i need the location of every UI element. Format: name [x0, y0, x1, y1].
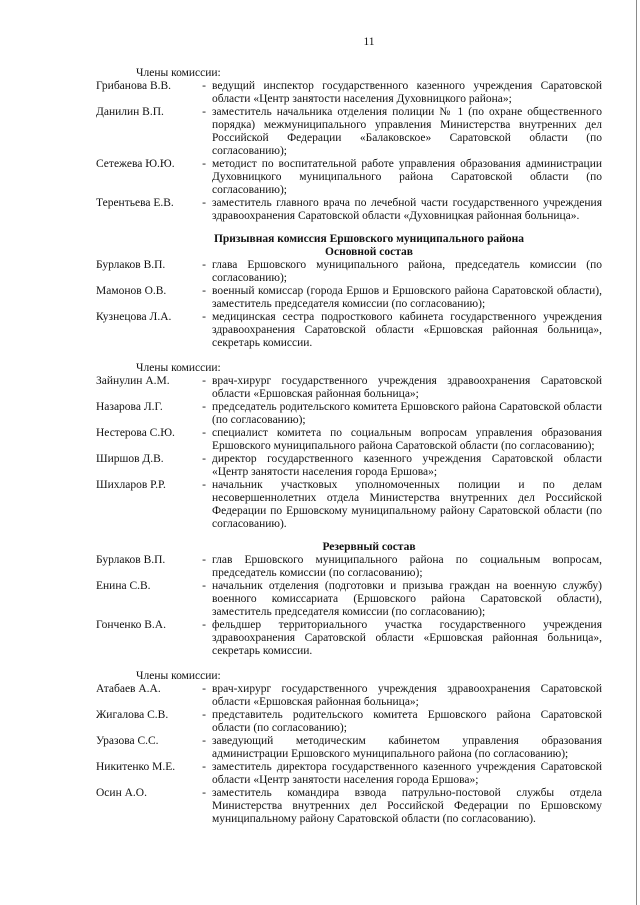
- dash-separator: -: [202, 375, 206, 387]
- member-description: председатель родительского комитета Ершовского района Саратовской области (по согласованию);: [212, 401, 602, 426]
- member-description: начальник отделения (подготовки и призыва граждан на военную службу) военного комиссариата (Ершовского района Саратовской области), заместитель председателя комиссии (по согласованию);: [212, 580, 602, 618]
- member-description: заместитель главного врача по лечебной части государственного учреждения здравоохранения Саратовской области «Духовницкая районная больница».: [212, 197, 602, 222]
- members-label: Члены комиссии:: [136, 362, 221, 374]
- member-description: представитель родительского комитета Ершовского района Саратовской области (по согласованию);: [212, 709, 602, 734]
- member-name: Никитенко М.Е.: [96, 761, 176, 773]
- member-entry: [96, 311, 602, 350]
- member-name: Бурлаков В.П.: [96, 259, 166, 271]
- dash-separator: -: [202, 197, 206, 209]
- dash-separator: -: [202, 554, 206, 566]
- member-description: заместитель командира взвода патрульно-постовой службы отдела Министерства внутренних дел Российской Федерации по Ершовскому муниципальному району Саратовской области (по согласованию).: [212, 787, 602, 825]
- member-description: начальник участковых уполномоченных полиции и по делам несовершеннолетних отдела Министерства внутренних дел Российской Федерации по Ершовскому муниципальному району Саратовской области (по согласованию).: [212, 479, 602, 530]
- member-name: Гонченко В.А.: [96, 619, 166, 631]
- member-description: врач-хирург государственного учреждения здравоохранения Саратовской области «Ершовская районная больница»;: [212, 683, 602, 708]
- member-entry: [96, 735, 602, 761]
- member-entry: [96, 427, 602, 453]
- member-entry: [96, 787, 602, 826]
- dash-separator: -: [202, 709, 206, 721]
- dash-separator: -: [202, 401, 206, 413]
- member-name: Нестерова С.Ю.: [96, 427, 175, 439]
- member-entry: [96, 683, 602, 709]
- composition-subheading: Основной состав: [325, 246, 413, 258]
- spacer: [96, 350, 602, 362]
- member-entry: [96, 197, 602, 223]
- dash-separator: -: [202, 259, 206, 271]
- dash-separator: -: [202, 311, 206, 323]
- dash-separator: -: [202, 453, 206, 465]
- member-name: Шихларов Р.Р.: [96, 479, 166, 491]
- member-description: врач-хирург государственного учреждения здравоохранения Саратовской области «Ершовская районная больница»;: [212, 375, 602, 400]
- members-label: Члены комиссии:: [136, 67, 221, 79]
- member-entry: [96, 401, 602, 427]
- dash-separator: -: [202, 285, 206, 297]
- member-description: методист по воспитательной работе управления образования администрации Духовницкого муниципального района Саратовской области (по согласованию);: [212, 158, 602, 196]
- member-name: Мамонов О.В.: [96, 285, 167, 297]
- dash-separator: -: [202, 787, 206, 799]
- member-name: Жигалова С.В.: [96, 709, 169, 721]
- members-label: Члены комиссии:: [136, 670, 221, 682]
- member-name: Ширшов Д.В.: [96, 453, 164, 465]
- member-description: заместитель директора государственного казенного учреждения Саратовской области «Центр занятости населения города Ершова»;: [212, 761, 602, 786]
- member-name: Терентьева Е.В.: [96, 197, 174, 209]
- member-name: Кузнецова Л.А.: [96, 311, 172, 323]
- member-entry: [96, 158, 602, 197]
- dash-separator: -: [202, 761, 206, 773]
- dash-separator: -: [202, 80, 206, 92]
- dash-separator: -: [202, 683, 206, 695]
- dash-separator: -: [202, 106, 206, 118]
- dash-separator: -: [202, 619, 206, 631]
- member-description: глав Ершовского муниципального района по социальным вопросам, председатель комиссии (по согласованию);: [212, 554, 602, 579]
- member-entry: [96, 80, 602, 106]
- commission-heading: Призывная комиссия Ершовского муниципального района: [213, 233, 525, 245]
- member-description: заведующий методическим кабинетом управления образования администрации Ершовского муниципального района (по согласованию);: [212, 735, 602, 760]
- member-name: Сетежева Ю.Ю.: [96, 158, 175, 170]
- member-entry: [96, 259, 602, 285]
- commission-heading: Резервный состав: [322, 541, 416, 553]
- member-entry: [96, 580, 602, 619]
- member-description: ведущий инспектор государственного казенного учреждения Саратовской области «Центр занятости населения Духовницкого района»;: [212, 80, 602, 105]
- member-entry: [96, 619, 602, 658]
- dash-separator: -: [202, 580, 206, 592]
- spacer: [96, 658, 602, 670]
- member-entry: [96, 761, 602, 787]
- dash-separator: -: [202, 479, 206, 491]
- member-name: Зайнулин А.М.: [96, 375, 170, 387]
- member-name: Бурлаков В.П.: [96, 554, 166, 566]
- member-entry: [96, 375, 602, 401]
- member-entry: [96, 285, 602, 311]
- member-name: Енина С.В.: [96, 580, 151, 592]
- dash-separator: -: [202, 735, 206, 747]
- member-entry: [96, 106, 602, 158]
- member-entry: [96, 554, 602, 580]
- member-description: заместитель начальника отделения полиции № 1 (по охране общественного порядка) межмуниципального управления Министерства внутренних дел Российской Федерации «Балаковское» Саратовской области (по согласованию);: [212, 106, 602, 157]
- member-name: Грибанова В.В.: [96, 80, 172, 92]
- member-entry: [96, 479, 602, 531]
- dash-separator: -: [202, 158, 206, 170]
- member-entry: [96, 453, 602, 479]
- member-description: специалист комитета по социальным вопросам управления образования Ершовского муниципального района Саратовской области (по согласованию);: [212, 427, 602, 452]
- page-number: 11: [363, 36, 375, 48]
- member-description: фельдшер территориального участка государственного учреждения здравоохранения Саратовской области «Ершовская районная больница», секретарь комиссии.: [212, 619, 602, 657]
- member-description: директор государственного казенного учреждения Саратовской области «Центр занятости населения города Ершова»;: [212, 453, 602, 478]
- commission-lists: [96, 67, 602, 826]
- member-description: медицинская сестра подросткового кабинета государственного учреждения здравоохранения Саратовской области «Ершовская районная больница», секретарь комиссии.: [212, 311, 602, 349]
- member-name: Назарова Л.Г.: [96, 401, 163, 413]
- page-edge-line: [636, 0, 637, 905]
- member-name: Осин А.О.: [96, 787, 147, 799]
- member-entry: [96, 709, 602, 735]
- member-description: военный комиссар (города Ершов и Ершовского района Саратовской области), заместитель председателя комиссии (по согласованию);: [212, 285, 602, 310]
- member-name: Атабаев А.А.: [96, 683, 161, 695]
- dash-separator: -: [202, 427, 206, 439]
- member-name: Уразова С.С.: [96, 735, 159, 747]
- member-description: глава Ершовского муниципального района, председатель комиссии (по согласованию);: [212, 259, 602, 284]
- member-name: Данилин В.П.: [96, 106, 164, 118]
